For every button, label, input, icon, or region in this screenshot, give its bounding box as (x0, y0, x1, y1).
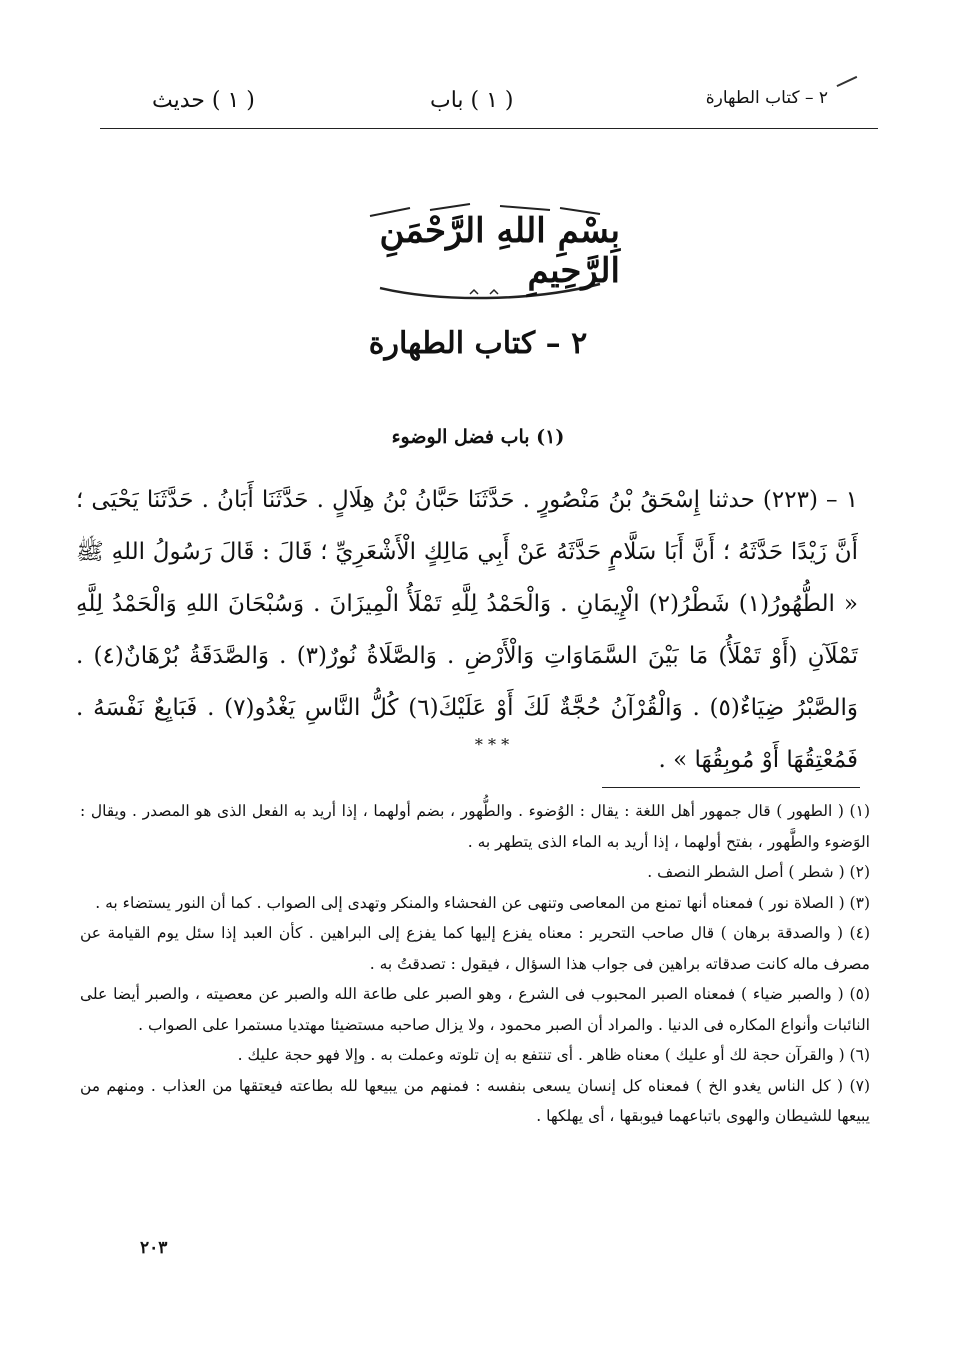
header-ornament (836, 76, 861, 96)
running-header-bab-text: ( ١ ) باب (430, 88, 514, 113)
running-header-bab (430, 88, 514, 113)
footnotes (80, 796, 870, 1132)
basmala-text: بِسْمِ اللهِ الرَّحْمَنِ الرَّحِيمِ (379, 211, 620, 291)
book-title: ٢ – كتاب الطهارة (368, 326, 588, 361)
running-header-hadith-text: ( ١ ) حديث (152, 88, 255, 113)
footnote-2: (٢) ( شطر ) أصل الشطر النصف . (647, 863, 870, 881)
footnote-3: (٣) ( الصلاة نور ) فمعناه أنها تمنع من المعاصى وتنهى عن الفحشاء والمنكر وتهدى إلى الصواب . كما أن النور يستضاء به . (95, 893, 870, 912)
chapter-title: (١) باب فضل الوضوء (391, 426, 565, 448)
header-rule (100, 128, 878, 129)
running-header-book (706, 88, 828, 108)
footnote-7: (٧) ( كل الناس يغدو الخ ) فمعناه كل إنسان يسعى بنفسه : فمنهم من يبيعها لله بطاعته فيعتقها من العذاب . ومنهم من يبيعها للشيطان والهوى باتباعهما فيوبقها ، أى يهلكها . (80, 1076, 870, 1125)
basmala-calligraphy (350, 196, 620, 306)
footnote-6: (٦) ( والقرآن حجة لك أو عليك ) معناه ظاهر . أى تنتفع به إن تلوته وعملت به . وإلا فهو حجة عليك . (237, 1046, 870, 1064)
separator-stars: * * * (474, 735, 510, 754)
footnote-rule (602, 787, 860, 788)
footnote-5: (٥) ( والصبر ضياء ) فمعناه الصبر المحبوب فى الشرع ، وهو الصبر على طاعة الله والصبر عن معصيته ، والصبر أيضا على النائبات وأنواع المكاره فى الدنيا . والمراد أن الصبر محمود ، ولا يزال صاحبه مستضيئا مهتديا مستمرا على الصواب . (80, 985, 870, 1034)
footnote-1: (١) ( الطهور ) قال جمهور أهل اللغة : يقال : الوُضوء . والطُّهور ، بضم أولهما ، إذا أريد به الفعل الذى هو المصدر . ويقال : الوَضوء والطَّهور ، بفتح أولهما ، إذا أريد به الماء الذى يتطهر به . (80, 802, 870, 851)
hadith-text: ١ – (٢٢٣) حدثنا إِسْحَقُ بْنُ مَنْصُورٍ . حَدَّثَنَا حَبَّانُ بْنُ هِلَالٍ . حَدَّثَنَا أَبَانُ . حَدَّثَنَا يَحْيَى ؛ أَنَّ زَيْدًا حَدَّثَهُ ؛ أَنَّ أَبَا سَلَّامٍ حَدَّثَهُ عَنْ أَبِي مَالِكٍ الْأَشْعَرِيِّ ؛ قَالَ : قَالَ رَسُولُ اللهِ ﷺ « الطُّهُورُ(١) شَطْرُ(٢) الْإِيمَانِ . وَالْحَمْدُ لِلَّهِ تَمْلَأُ الْمِيزَانَ . وَسُبْحَانَ اللهِ وَالْحَمْدُ لِلَّهِ تَمْلَآنِ (أَوْ تَمْلَأُ) مَا بَيْنَ السَّمَاوَاتِ وَالْأَرْضِ . وَالصَّلَاةُ نُورٌ(٣) . وَالصَّدَقَةُ بُرْهَانٌ(٤) . وَالصَّبْرُ ضِيَاءٌ(٥) . وَالْقُرْآنُ حُجَّةٌ لَكَ أَوْ عَلَيْكَ(٦) كُلُّ النَّاسِ يَغْدُو(٧) . فَبَايِعٌ نَفْسَهُ . فَمُعْتِقُهَا أَوْ مُوبِقُهَا » . (76, 487, 859, 773)
footnote-4: (٤) ( والصدقة برهان ) قال صاحب التحرير : معناه يفزع إليها كما يفزع إلى البراهين . كأن العبد إذا سئل يوم القيامة عن مصرف ماله كانت صدقاته براهين فى جواب هذا السؤال ، فيقول : تصدقتُ به . (80, 924, 870, 973)
page-number: ٢٠٣ (140, 1238, 168, 1258)
running-header-book-text: ٢ – كتاب الطهارة (705, 88, 828, 108)
running-header-hadith (152, 88, 255, 113)
